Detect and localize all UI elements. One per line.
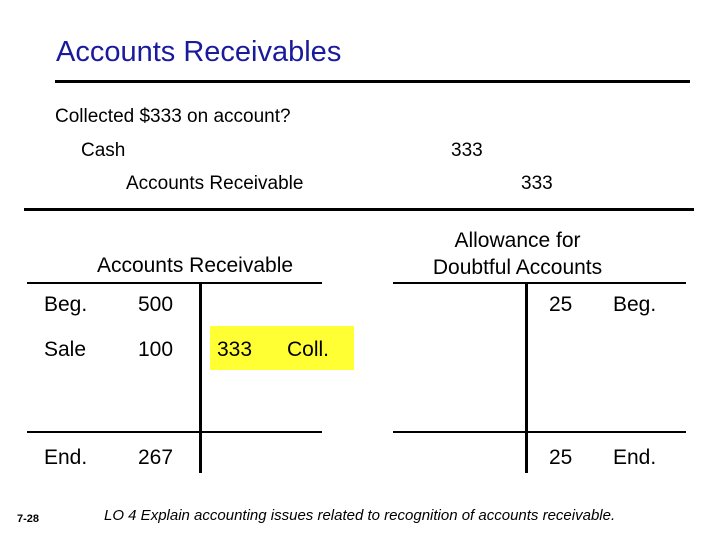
credit-account: Accounts Receivable [126, 173, 304, 194]
debit-amount: 333 [451, 140, 483, 161]
ar-t-account-vertical-line [199, 282, 202, 473]
ar-row-label: Beg. [44, 293, 88, 316]
allowance-credit-amount: 25 [549, 446, 573, 469]
page-title: Accounts Receivables [56, 36, 342, 68]
ar-credit-amount: 333 [217, 338, 253, 361]
learning-objective-footer: LO 4 Explain accounting issues related to recognition of accounts receivable. [104, 507, 616, 524]
allowance-row-label: Beg. [613, 293, 657, 316]
page-number: 7-28 [17, 513, 40, 525]
ar-t-account-top-line [27, 282, 322, 284]
ar-debit-amount: 100 [138, 338, 174, 361]
allowance-row-label: End. [613, 446, 657, 469]
allowance-t-account-title-line-2: Doubtful Accounts [432, 256, 603, 279]
ar-t-account-total-line [27, 431, 322, 433]
ar-t-account-title: Accounts Receivable [96, 254, 294, 277]
allowance-credit-amount: 25 [549, 293, 573, 316]
credit-amount: 333 [521, 173, 553, 194]
allowance-t-account-vertical-line [525, 282, 528, 473]
section-rule [24, 208, 694, 211]
ar-debit-amount: 267 [138, 446, 174, 469]
question-text: Collected $333 on account? [55, 106, 291, 127]
allowance-t-account-total-line [393, 431, 686, 433]
ar-row-label: Sale [44, 338, 87, 361]
allowance-t-account-top-line [393, 282, 686, 284]
debit-account: Cash [81, 140, 126, 161]
ar-credit-label: Coll. [287, 338, 330, 361]
title-rule [55, 80, 690, 83]
ar-debit-amount: 500 [138, 293, 174, 316]
ar-row-label: End. [44, 446, 88, 469]
allowance-t-account-title-line-1: Allowance for [454, 229, 581, 252]
